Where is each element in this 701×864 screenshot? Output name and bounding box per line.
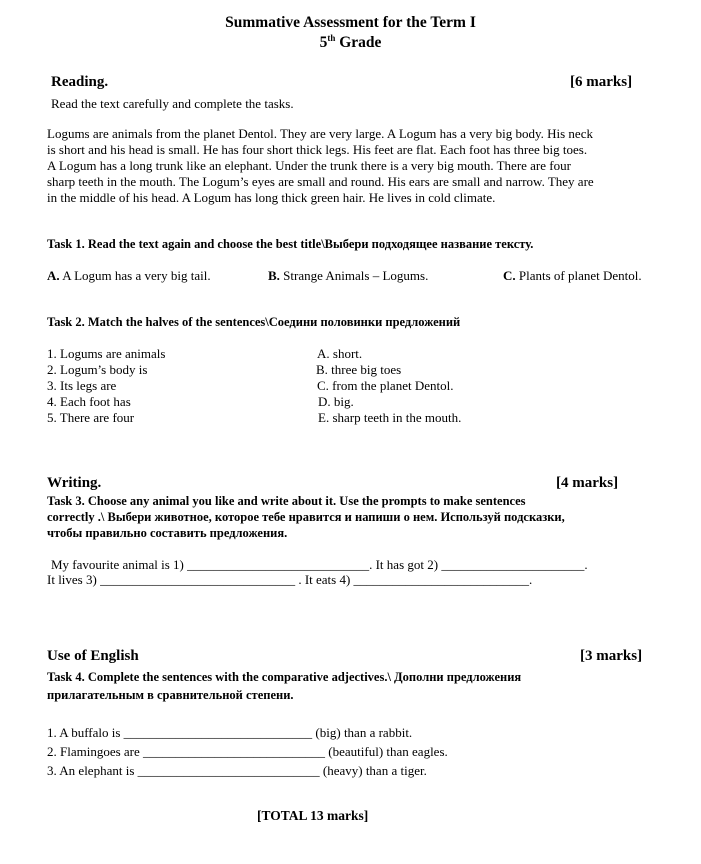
comparative-item: 1. A buffalo is _____________________________ (big) than a rabbit.	[47, 725, 413, 740]
task4-line: Task 4. Complete the sentences with the comparative adjectives.\ Дополни предложения	[47, 670, 522, 684]
task4-instructions	[47, 668, 521, 704]
task1-option-b	[268, 268, 428, 284]
grade-superscript: th	[327, 32, 336, 43]
sentence-start: 4. Each foot has	[47, 394, 131, 409]
task3-line: чтобы правильно составить предложения.	[47, 526, 288, 540]
option-letter: B.	[268, 268, 280, 283]
task3-line: Task 3. Choose any animal you like and write about it. Use the prompts to make sentences	[47, 494, 526, 508]
option-text: A Logum has a very big tail.	[62, 268, 211, 283]
reading-text-line: A Logum has a long trunk like an elephant. Under the trunk there is a very big mouth. There are four	[47, 158, 571, 173]
sentence-start: 2. Logum’s body is	[47, 362, 148, 377]
reading-text-line: Logums are animals from the planet Dentol. They are very large. A Logum has a very big body. His neck	[47, 126, 593, 141]
reading-text-line: is short and his head is small. He has four short thick legs. His feet are flat. Each foot has three big toes.	[47, 142, 588, 157]
task4-line: прилагательным в сравнительной степени.	[47, 688, 294, 702]
page-title: Summative Assessment for the Term I	[225, 14, 476, 31]
sentence-start: 3. Its legs are	[47, 378, 117, 393]
task2-right-column	[317, 346, 461, 426]
reading-text	[47, 126, 594, 206]
reading-marks: [6 marks]	[570, 74, 633, 90]
grade-number: 5	[319, 34, 328, 51]
sentence-end: C. from the planet Dentol.	[317, 378, 454, 393]
option-letter: C.	[503, 268, 516, 283]
option-text: Strange Animals – Logums.	[283, 268, 429, 283]
english-marks: [3 marks]	[580, 648, 643, 664]
writing-prompt-line-2: It lives 3) ______________________________ . It eats 4) ___________________________.	[47, 572, 533, 587]
task4-items	[47, 723, 448, 780]
reading-instruction: Read the text carefully and complete the tasks.	[51, 96, 294, 111]
sentence-end: B. three big toes	[316, 362, 402, 377]
sentence-end: A. short.	[317, 346, 363, 361]
task1-option-a	[47, 268, 211, 284]
task1-heading: Task 1. Read the text again and choose the best title\Выбери подходящее название тексту.	[47, 237, 534, 251]
sentence-end: D. big.	[318, 394, 354, 409]
writing-marks: [4 marks]	[556, 475, 619, 491]
comparative-item: 3. An elephant is ____________________________ (heavy) than a tiger.	[47, 763, 427, 778]
total-marks: [TOTAL 13 marks]	[257, 808, 369, 823]
writing-heading: Writing.	[47, 475, 102, 491]
task2-left-column	[47, 346, 165, 426]
grade-word: Grade	[339, 34, 382, 51]
reading-text-line: sharp teeth in the mouth. The Logum’s eyes are small and round. His ears are small and narrow. They are	[47, 174, 594, 189]
reading-text-line: in the middle of his head. A Logum has long thick green hair. He lives in cold climate.	[47, 190, 496, 205]
option-letter: A.	[47, 268, 60, 283]
sentence-end: E. sharp teeth in the mouth.	[318, 410, 462, 425]
task2-heading: Task 2. Match the halves of the sentences\Соедини половинки предложений	[47, 315, 461, 329]
writing-prompt-line-1: My favourite animal is 1) ____________________________. It has got 2) ______________________.	[51, 557, 588, 572]
option-text: Plants of planet Dentol.	[518, 268, 642, 283]
task3-line: correctly .\ Выбери животное, которое тебе нравится и напиши о нем. Используй подсказки,	[47, 510, 565, 524]
grade-line	[0, 34, 701, 52]
task3-instructions	[47, 493, 565, 541]
sentence-start: 5. There are four	[47, 410, 135, 425]
sentence-start: 1. Logums are animals	[47, 346, 166, 361]
reading-heading: Reading.	[51, 74, 109, 90]
comparative-item: 2. Flamingoes are ____________________________ (beautiful) than eagles.	[47, 744, 448, 759]
english-heading: Use of English	[47, 648, 139, 664]
task1-option-c	[503, 268, 642, 284]
